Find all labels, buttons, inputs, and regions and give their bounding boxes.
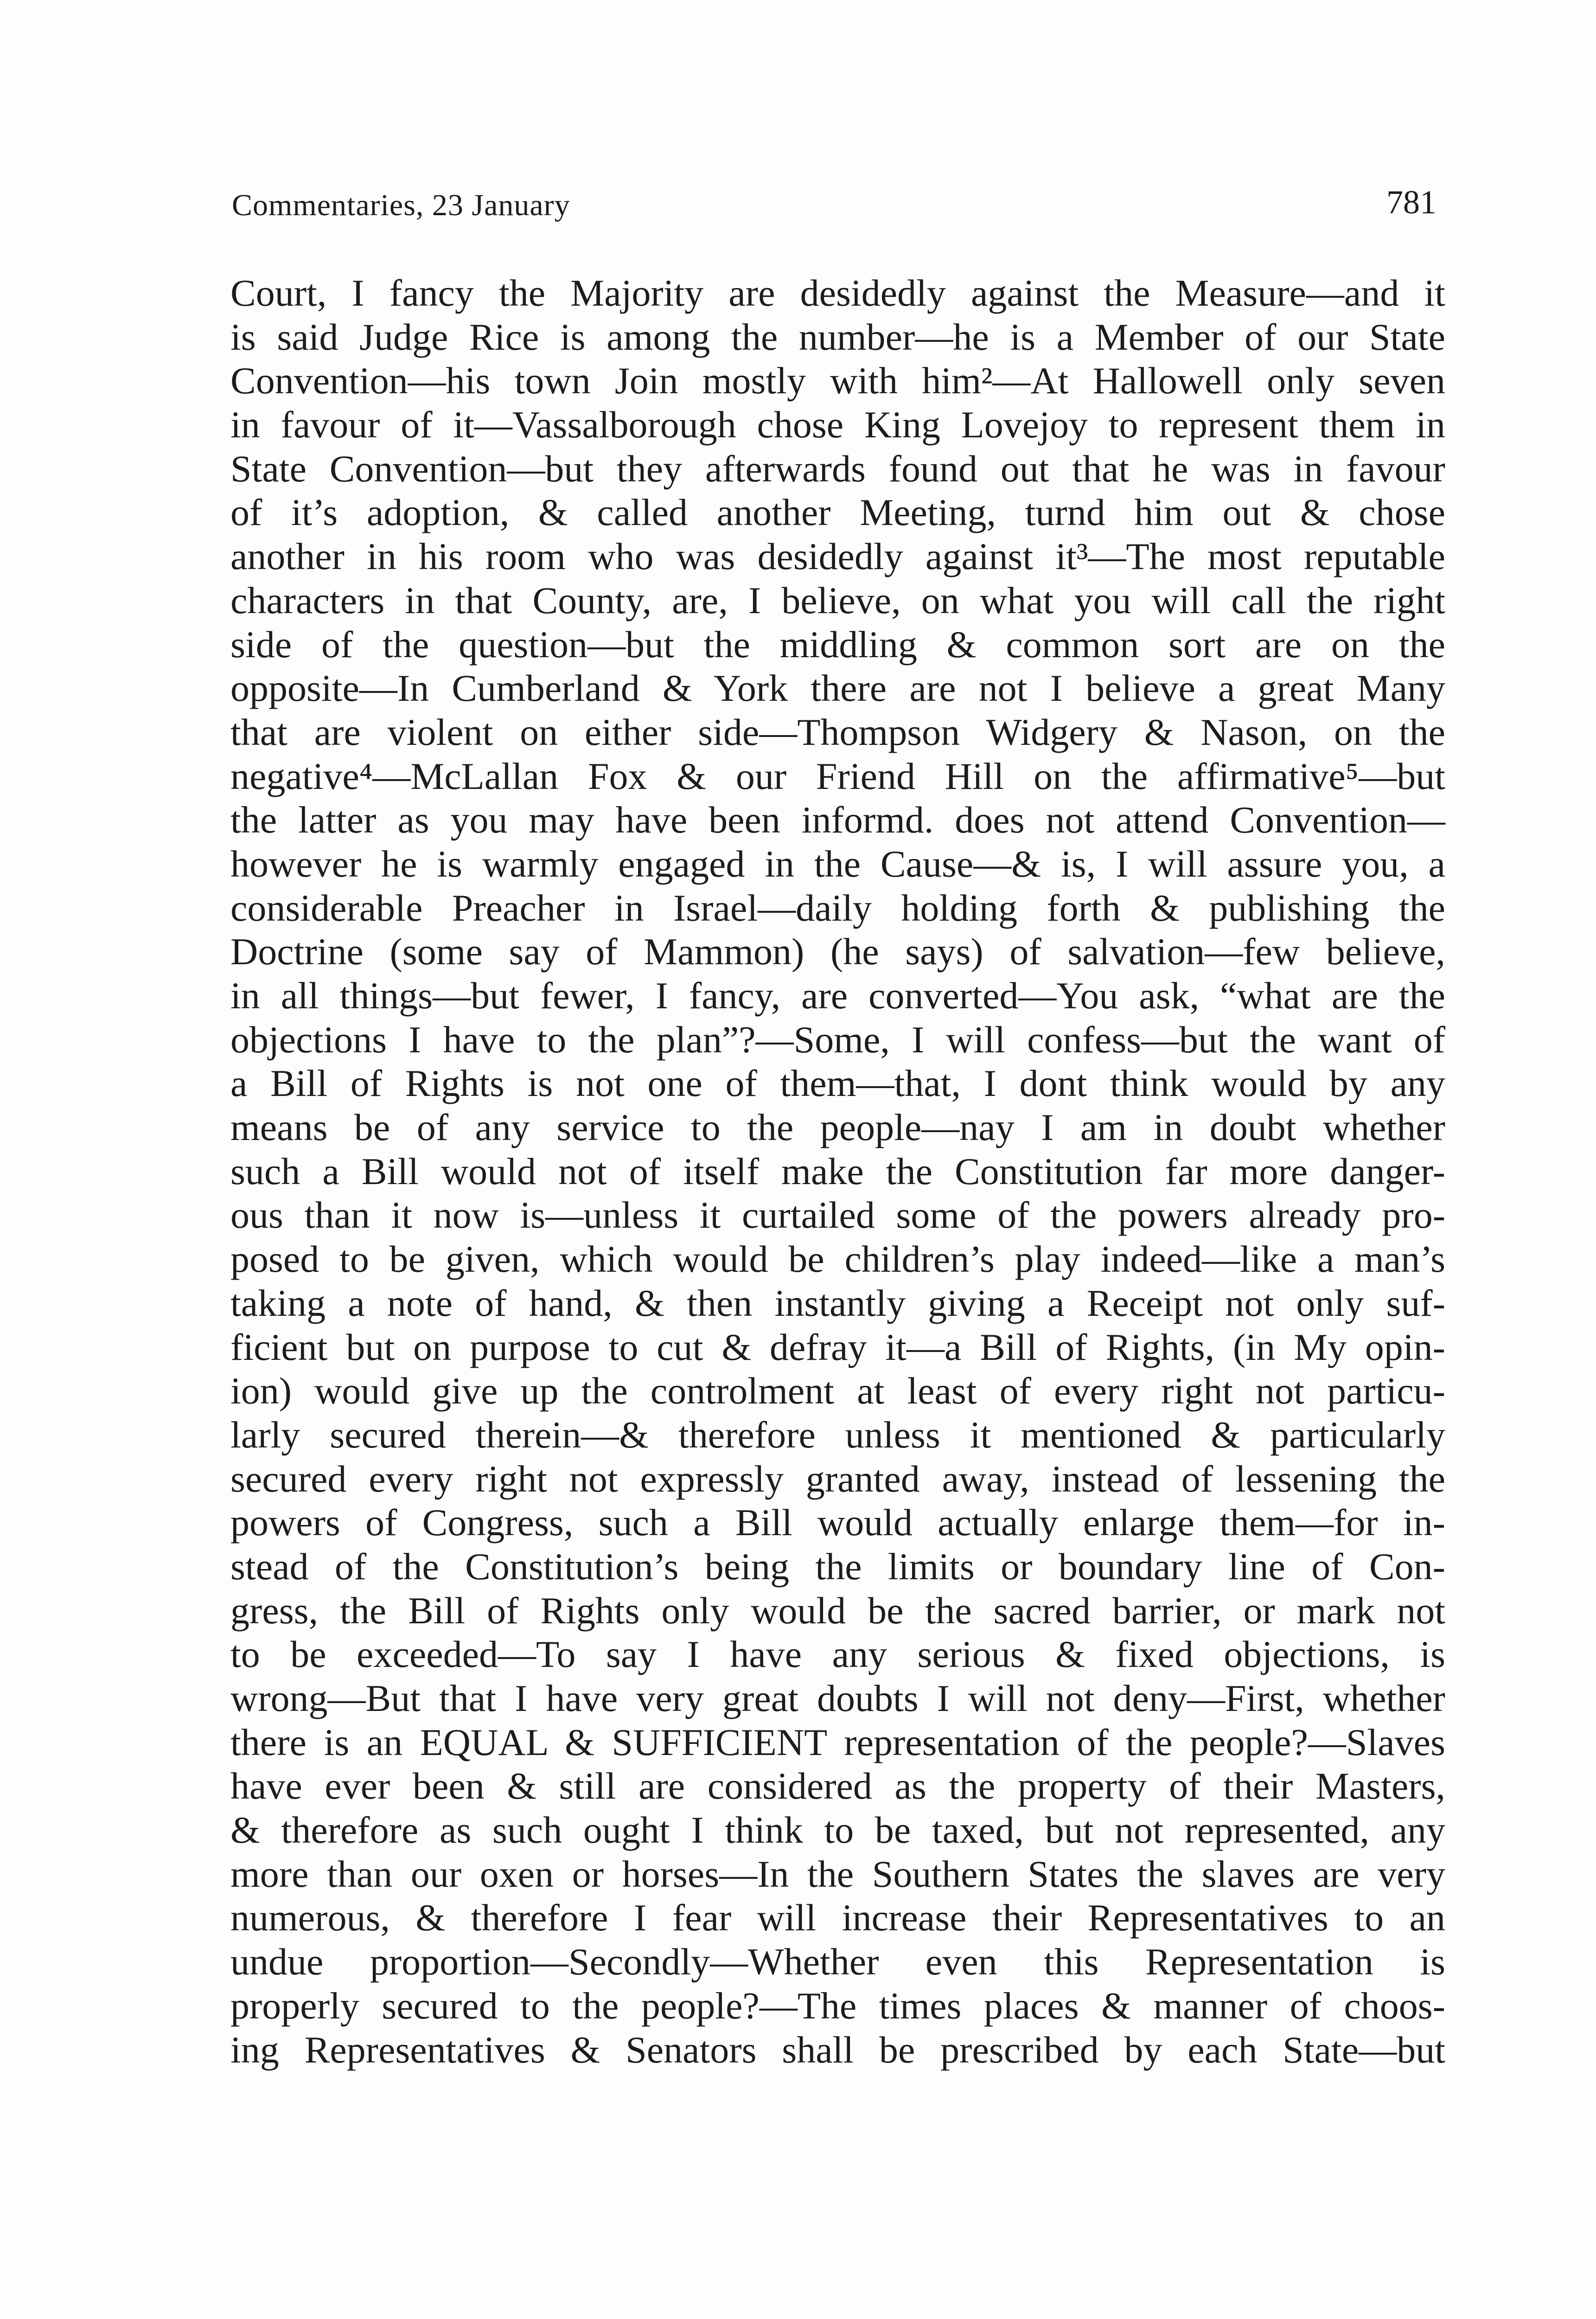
text-line: ous than it now is—unless it curtailed some of the powers already pro-: [230, 1194, 1445, 1236]
text-line: secured every right not expressly granted away, instead of lessening the: [230, 1457, 1445, 1500]
text-line: Doctrine (some say of Mammon) (he says) of salvation—few believe,: [230, 930, 1445, 973]
text-line: larly secured therein—& therefore unless it mentioned & particularly: [230, 1413, 1445, 1456]
text-line: stead of the Constitution’s being the limits or boundary line of Con-: [230, 1545, 1445, 1588]
text-line: a Bill of Rights is not one of them—that, I dont think would by any: [230, 1062, 1445, 1105]
text-line: undue proportion—Secondly—Whether even this Representation is: [230, 1941, 1445, 1983]
text-line: such a Bill would not of itself make the Constitution far more danger-: [230, 1150, 1445, 1192]
text-line: objections I have to the plan”?—Some, I will confess—but the want of: [230, 1018, 1445, 1061]
text-line: means be of any service to the people—nay I am in doubt whether: [230, 1106, 1445, 1149]
text-line: there is an EQUAL & SUFFICIENT representation of the people?—Slaves: [230, 1721, 1445, 1763]
text-line: ion) would give up the controlment at least of every right not particu-: [230, 1370, 1445, 1412]
page-number: 781: [1386, 184, 1436, 221]
text-line: another in his room who was desidedly against it³—The most reputable: [230, 535, 1445, 578]
text-line: Court, I fancy the Majority are desidedly against the Measure—and it: [230, 272, 1445, 314]
text-line: posed to be given, which would be children’s play indeed—like a man’s: [230, 1238, 1445, 1281]
text-line: gress, the Bill of Rights only would be the sacred barrier, or mark not: [230, 1589, 1445, 1632]
text-line: in all things—but fewer, I fancy, are converted—You ask, “what are the: [230, 974, 1445, 1017]
text-line: considerable Preacher in Israel—daily holding forth & publishing the: [230, 886, 1445, 929]
text-line: however he is warmly engaged in the Cause—& is, I will assure you, a: [230, 842, 1445, 885]
text-line: opposite—In Cumberland & York there are not I believe a great Many: [230, 667, 1445, 710]
text-line: numerous, & therefore I fear will increase their Representatives to an: [230, 1896, 1445, 1939]
text-line: Convention—his town Join mostly with him²—At Hallowell only seven: [230, 359, 1445, 402]
text-line: to be exceeded—To say I have any serious & fixed objections, is: [230, 1633, 1445, 1676]
text-line: taking a note of hand, & then instantly giving a Receipt not only suf-: [230, 1281, 1445, 1324]
text-line: side of the question—but the middling & common sort are on the: [230, 623, 1445, 666]
text-line: properly secured to the people?—The times places & manner of choos-: [230, 1984, 1445, 2027]
text-line: negative⁴—McLallan Fox & our Friend Hill on the affirmative⁵—but: [230, 755, 1445, 797]
body-text: [230, 271, 1445, 2072]
text-line: wrong—But that I have very great doubts I will not deny—First, whether: [230, 1677, 1445, 1719]
text-line: of it’s adoption, & called another Meeting, turnd him out & chose: [230, 491, 1445, 534]
text-line: & therefore as such ought I think to be taxed, but not represented, any: [230, 1809, 1445, 1851]
text-line: is said Judge Rice is among the number—he is a Member of our State: [230, 315, 1445, 358]
text-line: the latter as you may have been informd. does not attend Convention—: [230, 799, 1445, 841]
text-line: in favour of it—Vassalborough chose King Lovejoy to represent them in: [230, 404, 1445, 446]
text-line: more than our oxen or horses—In the Southern States the slaves are very: [230, 1852, 1445, 1895]
text-line: have ever been & still are considered as the property of their Masters,: [230, 1765, 1445, 1807]
text-line: ficient but on purpose to cut & defray it—a Bill of Rights, (in My opin-: [230, 1326, 1445, 1368]
running-head: Commentaries, 23 January: [232, 188, 570, 222]
text-line: ing Representatives & Senators shall be prescribed by each State—but: [230, 2028, 1445, 2071]
text-line: powers of Congress, such a Bill would actually enlarge them—for in-: [230, 1501, 1445, 1544]
text-line: characters in that County, are, I believe, on what you will call the right: [230, 579, 1445, 621]
text-line: State Convention—but they afterwards found out that he was in favour: [230, 447, 1445, 490]
text-line: that are violent on either side—Thompson Widgery & Nason, on the: [230, 711, 1445, 753]
